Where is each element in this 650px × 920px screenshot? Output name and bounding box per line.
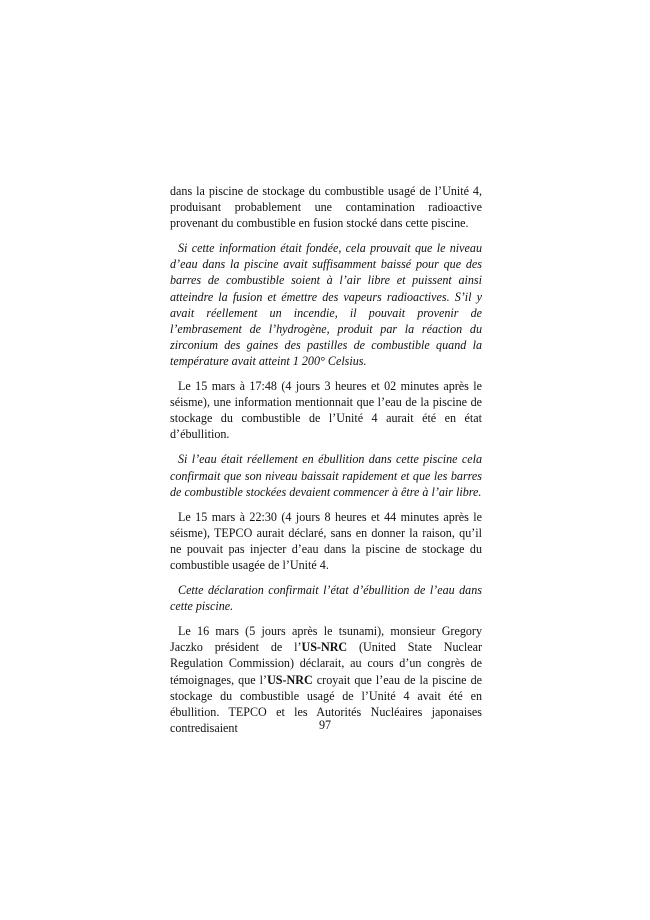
text-run: (United State Nuclear Regulation Commission) déclarait, au cours d’un congrès de témoignages, que l’: [170, 640, 482, 687]
text-run: croyait que l’eau de la piscine de stockage du combustible usagé de l’Unité 4 avait été en ébullition. TEPCO et les Autorités Nucléaires japonaises contredisaient: [170, 672, 482, 735]
paragraph-march15-1748: Le 15 mars à 17:48 (4 jours 3 heures et 02 minutes après le séisme), une information mentionnait que l’eau de la piscine de stockage du combustible de l’Unité 4 aurait été en état d’ébullition.: [170, 379, 482, 442]
page-body: [170, 183, 482, 736]
acronym-us-nrc: US-NRC: [301, 640, 348, 655]
paragraph-march15-2230: Le 15 mars à 22:30 (4 jours 8 heures et 44 minutes après le séisme), TEPCO aurait déclaré, sans en donner la raison, qu’il ne pouvait pas injecter d’eau dans la piscine de stockage du combustible usagée de l’Unité 4.: [170, 509, 482, 572]
text-run: Le 16 mars (5 jours après le tsunami), monsieur Gregory Jaczko président de l’: [170, 624, 482, 655]
paragraph-commentary-hydrogen: Si cette information était fondée, cela prouvait que le niveau d’eau dans la piscine avait suffisamment baissé pour que des barres de combustible soient à l’air libre et puissent ainsi atteindre la fusion et émettre des vapeurs radioactives. S’il y avait réellement un incendie, il pouvait provenir de l’embrasement de l’hydrogène, produit par la réaction du zirconium des gaines des pastilles de combustible quand la température avait atteint 1 200° Celsius.: [170, 241, 482, 368]
paragraph-continuation: dans la piscine de stockage du combustible usagé de l’Unité 4, produisant probablement une contamination radioactive provenant du combustible en fusion stocké dans cette piscine.: [170, 184, 482, 231]
acronym-us-nrc: US-NRC: [267, 672, 313, 687]
paragraph-commentary-declaration: Cette déclaration confirmait l’état d’ébullition de l’eau dans cette piscine.: [170, 583, 482, 614]
paragraph-commentary-boiling: Si l’eau était réellement en ébullition dans cette piscine cela confirmait que son niveau baissait rapidement et que les barres de combustible stockées devaient commencer à être à l’air libre.: [170, 452, 482, 499]
page-number: 97: [318, 718, 332, 732]
